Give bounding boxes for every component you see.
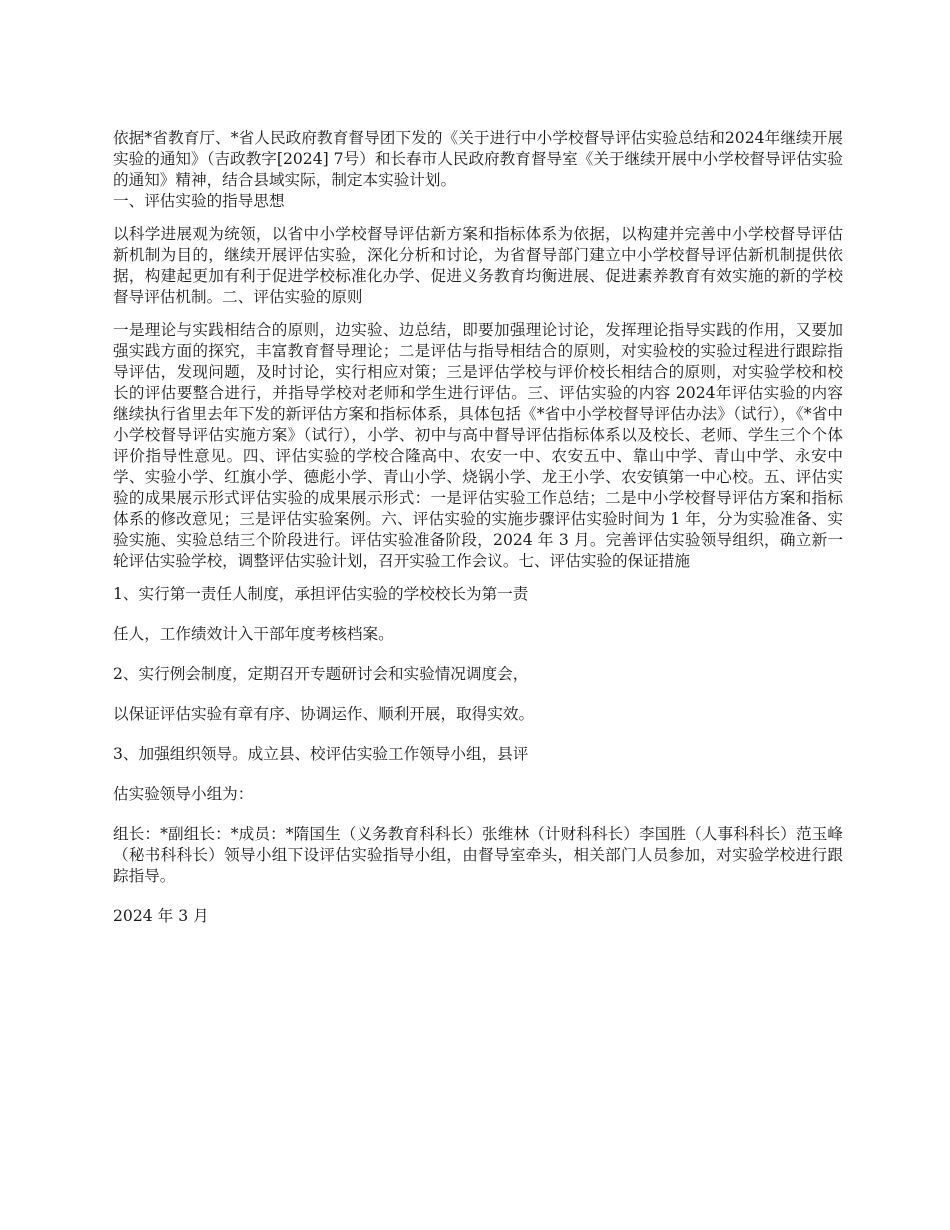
measure-3-line-1: 3、加强组织领导。成立县、校评估实验工作领导小组，县评: [113, 745, 529, 763]
principles-and-content-paragraph: 一是理论与实践相结合的原则，边实验、边总结，即要加强理论讨论，发挥理论指导实践的作用，又要加强实践方面的探究，丰富教育督导理论；二是评估与指导相结合的原则，对实验校的实验过程进行跟踪指导评估，发现问题，及时讨论，实行相应对策；三是评估学校与评价校长相结合的原则，对实验学校和校长的评估要整合进行，并指导学校对老师和学生进行评估。三、评估实验的内容 2024年评估实验的内容继续执行省里去年下发的新评估方案和指标体系，具体包括《*省中小学校督导评估办法》（试行），《*省中小学校督导评估实施方案》（试行），小学、初中与高中督导评估指标体系以及校长、老师、学生三个个体评价指导性意见。四、评估实验的学校合隆高中、农安一中、农安五中、靠山中学、青山中学、永安中学、实验小学、红旗小学、德彪小学、青山小学、烧锅小学、龙王小学、农安镇第一中心校。五、评估实验的成果展示形式评估实验的成果展示形式：一是评估实验工作总结；二是中小学校督导评估方案和指标体系的修改意见；三是评估实验案例。六、评估实验的实施步骤评估实验时间为 1 年，分为实验准备、实验实施、实验总结三个阶段进行。评估实验准备阶段，2024 年 3 月。完善评估实验领导组织，确立新一轮评估实验学校，调整评估实验计划，召开实验工作会议。七、评估实验的保证措施: [113, 321, 843, 570]
section-heading-guiding-thought: 一、评估实验的指导思想: [113, 192, 285, 210]
measure-1-line-2: 任人，工作绩效计入干部年度考核档案。: [113, 625, 394, 643]
measure-2-line-1: 2、实行例会制度，定期召开专题研讨会和实验情况调度会，: [113, 665, 529, 683]
measure-3-line-2: 估实验领导小组为：: [113, 785, 254, 803]
measure-2-line-2: 以保证评估实验有章有序、协调运作、顺利开展，取得实效。: [113, 705, 535, 723]
document-date: 2024 年 3 月: [113, 907, 209, 925]
intro-paragraph: 依据*省教育厅、*省人民政府教育督导团下发的《关于进行中小学校督导评估实验总结和2024年继续开展实验的通知》（吉政教字[2024] 7号）和长春市人民政府教育督导室《关于继续开展中小学校督导评估实验的通知》精神，结合县域实际，制定本实验计划。: [113, 129, 843, 189]
document-body: [113, 128, 843, 939]
leadership-group-paragraph: 组长：*副组长：*成员：*隋国生（义务教育科科长）张维林（计财科科长）李国胜（人事科科长）范玉峰（秘书科科长）领导小组下设评估实验指导小组，由督导室牵头，相关部门人员参加，对实验学校进行跟踪指导。: [113, 825, 843, 885]
measure-1-line-1: 1、实行第一责任人制度，承担评估实验的学校校长为第一责: [113, 585, 529, 603]
guiding-thought-paragraph: 以科学进展观为统领，以省中小学校督导评估新方案和指标体系为依据，以构建并完善中小学校督导评估新机制为目的，继续开展评估实验，深化分析和讨论，为省督导部门建立中小学校督导评估新机制提供依据，构建起更加有利于促进学校标准化办学、促进义务教育均衡进展、促进素养教育有效实施的新的学校督导评估机制。二、评估实验的原则: [113, 225, 843, 306]
